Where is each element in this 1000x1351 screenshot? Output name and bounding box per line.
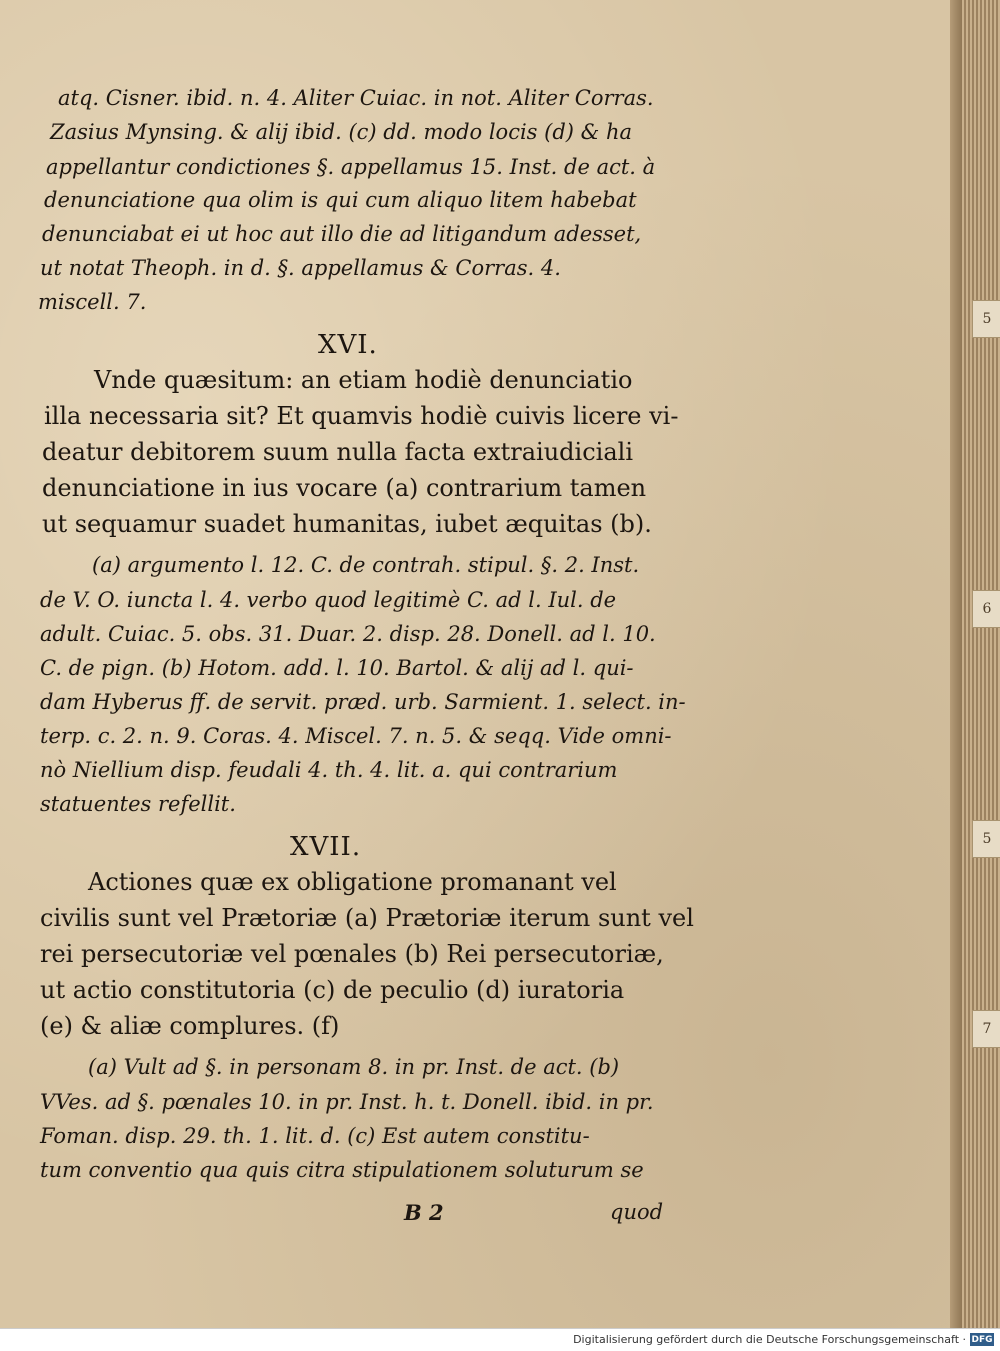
edge-tab: 7: [972, 1010, 1000, 1048]
body-line: illa necessaria sit? Et quamvis hodiè cuivis licere vi-: [44, 402, 679, 430]
note-line: ut notat Theoph. in d. §. appellamus & Corras. 4.: [40, 256, 561, 280]
book-edge: [962, 0, 1000, 1328]
body-line: deatur debitorem suum nulla facta extraiudiciali: [42, 438, 633, 466]
dfg-logo-icon: DFG: [971, 1334, 993, 1345]
section-heading: XVII.: [290, 832, 362, 862]
signature-mark: B 2: [404, 1200, 444, 1225]
note-line: miscell. 7.: [38, 290, 147, 314]
note-line: VVes. ad §. pœnales 10. in pr. Inst. h. t. Donell. ibid. in pr.: [40, 1090, 654, 1114]
note-line: (a) Vult ad §. in personam 8. in pr. Inst. de act. (b): [88, 1055, 620, 1079]
body-line: ut sequamur suadet humanitas, iubet æquitas (b).: [42, 510, 652, 538]
note-line: denunciatione qua olim is qui cum aliquo litem habebat: [44, 188, 637, 212]
note-line: tum conventio qua quis citra stipulationem soluturum se: [40, 1158, 644, 1182]
body-line: civilis sunt vel Prætoriæ (a) Prætoriæ iterum sunt vel: [40, 904, 694, 932]
edge-tab: 6: [972, 590, 1000, 628]
body-line: Actiones quæ ex obligatione promanant vel: [88, 868, 617, 896]
edge-tab: 5: [972, 820, 1000, 858]
catchword: quod: [610, 1200, 664, 1224]
footer-credit: Digitalisierung gefördert durch die Deutsche Forschungsgemeinschaft ·: [573, 1333, 966, 1346]
body-line: ut actio constitutoria (c) de peculio (d) iuratoria: [40, 976, 625, 1004]
body-line: (e) & aliæ complures. (f): [40, 1012, 340, 1040]
note-line: appellantur condictiones §. appellamus 15. Inst. de act. à: [46, 155, 656, 179]
note-line: statuentes refellit.: [40, 792, 236, 816]
body-line: Vnde quæsitum: an etiam hodiè denunciatio: [94, 366, 633, 394]
note-line: C. de pign. (b) Hotom. add. l. 10. Bartol. & alij ad l. qui-: [40, 656, 634, 680]
note-line: nò Niellium disp. feudali 4. th. 4. lit. a. qui contrarium: [40, 758, 618, 782]
note-line: terp. c. 2. n. 9. Coras. 4. Miscel. 7. n. 5. & seqq. Vide omni-: [40, 724, 672, 748]
edge-tab: 5: [972, 300, 1000, 338]
body-line: denunciatione in ius vocare (a) contrarium tamen: [42, 474, 647, 502]
note-line: denunciabat ei ut hoc aut illo die ad litigandum adesset,: [42, 222, 642, 246]
note-line: Zasius Mynsing. & alij ibid. (c) dd. modo locis (d) & ha: [50, 120, 633, 144]
section-heading: XVI.: [318, 330, 378, 360]
note-line: (a) argumento l. 12. C. de contrah. stipul. §. 2. Inst.: [92, 553, 640, 577]
note-line: de V. O. iuncta l. 4. verbo quod legitimè C. ad l. Iul. de: [40, 588, 617, 612]
body-line: rei persecutoriæ vel pœnales (b) Rei persecutoriæ,: [40, 940, 664, 968]
footer-bar: [0, 1328, 1000, 1351]
note-line: Foman. disp. 29. th. 1. lit. d. (c) Est autem constitu-: [40, 1124, 590, 1148]
note-line: dam Hyberus ff. de servit. præd. urb. Sarmient. 1. select. in-: [40, 690, 686, 714]
note-line: atq. Cisner. ibid. n. 4. Aliter Cuiac. in not. Aliter Corras.: [58, 86, 654, 110]
note-line: adult. Cuiac. 5. obs. 31. Duar. 2. disp. 28. Donell. ad l. 10.: [40, 622, 656, 646]
